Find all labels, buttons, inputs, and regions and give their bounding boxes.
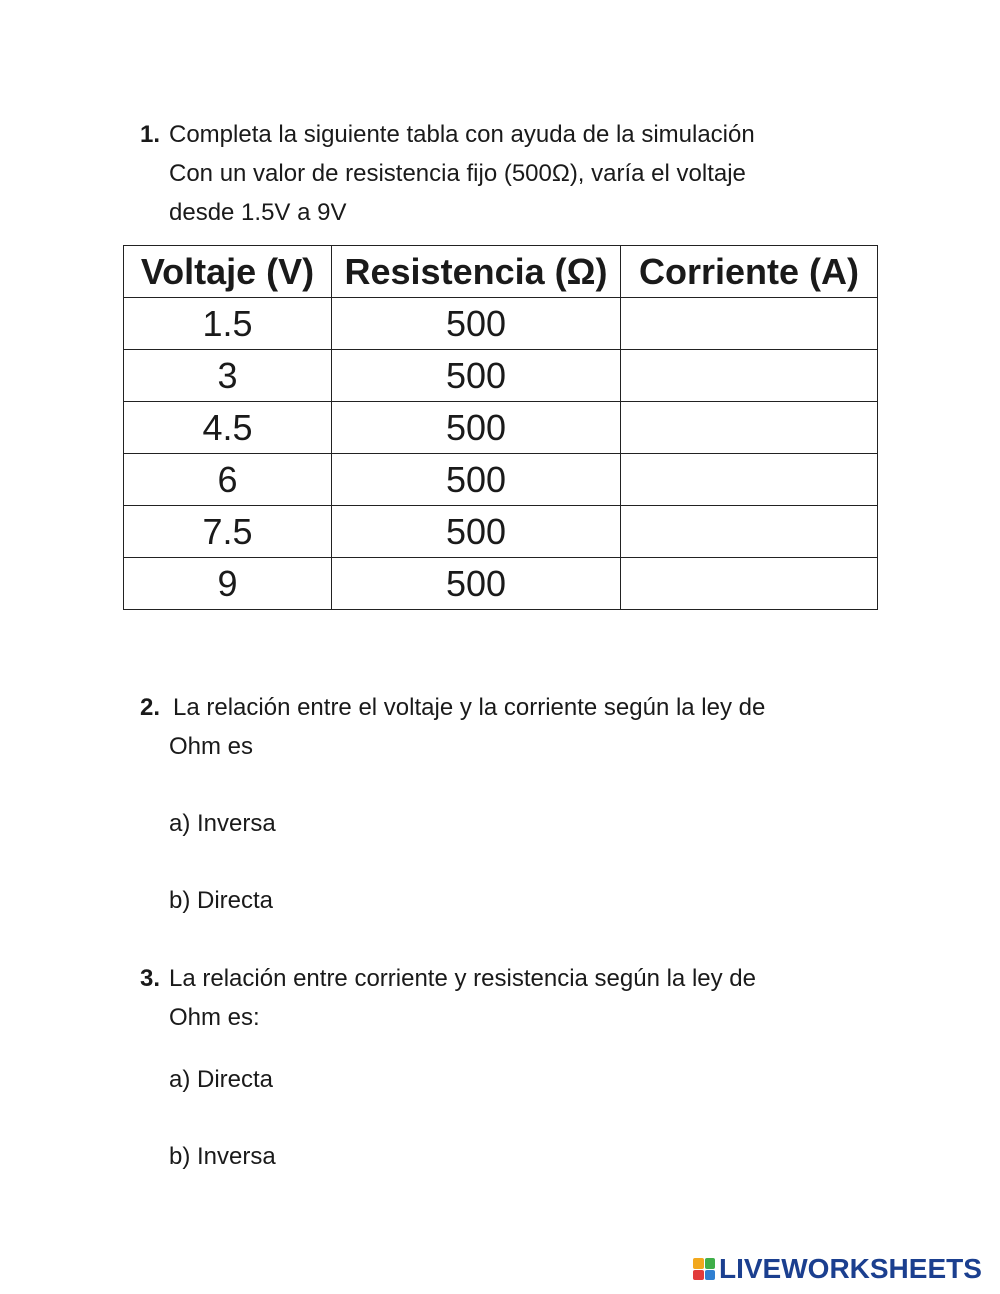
table-header-row xyxy=(124,246,878,298)
question-2-text-2: Ohm es xyxy=(169,733,254,760)
question-2-number: 2. xyxy=(140,694,161,721)
voltage-cell: 9 xyxy=(124,558,332,610)
header-voltage: Voltaje (V) xyxy=(124,246,332,298)
question-1-line-1 xyxy=(140,115,860,154)
question-2-option-a[interactable]: a) Inversa xyxy=(169,810,276,837)
question-3-text-1: La relación entre corriente y resistencia según la ley de xyxy=(169,965,756,992)
table-row xyxy=(124,558,878,610)
resistance-cell: 500 xyxy=(332,402,621,454)
table-row xyxy=(124,402,878,454)
voltage-cell: 7.5 xyxy=(124,506,332,558)
question-3-option-a[interactable]: a) Directa xyxy=(169,1066,274,1093)
current-answer-cell[interactable] xyxy=(621,558,878,610)
question-3-option-b[interactable]: b) Inversa xyxy=(169,1143,276,1170)
resistance-cell: 500 xyxy=(332,454,621,506)
resistance-cell: 500 xyxy=(332,350,621,402)
resistance-cell: 500 xyxy=(332,506,621,558)
voltage-cell: 3 xyxy=(124,350,332,402)
liveworksheets-logo xyxy=(693,1254,982,1284)
question-2-text-1: La relación entre el voltaje y la corriente según la ley de xyxy=(173,694,766,721)
current-answer-cell[interactable] xyxy=(621,506,878,558)
ohm-table xyxy=(123,245,878,610)
question-1-number: 1. xyxy=(140,121,161,148)
current-answer-cell[interactable] xyxy=(621,350,878,402)
question-1-text-1: Completa la siguiente tabla con ayuda de la simulación xyxy=(169,121,755,148)
question-1-text-3: desde 1.5V a 9V xyxy=(169,199,347,226)
resistance-cell: 500 xyxy=(332,298,621,350)
current-answer-cell[interactable] xyxy=(621,454,878,506)
current-answer-cell[interactable] xyxy=(621,402,878,454)
question-3-text-2: Ohm es: xyxy=(169,1004,260,1031)
question-1 xyxy=(140,115,860,232)
current-answer-cell[interactable] xyxy=(621,298,878,350)
resistance-cell: 500 xyxy=(332,558,621,610)
question-2-line-1 xyxy=(140,688,860,727)
table-row xyxy=(124,350,878,402)
question-3-number: 3. xyxy=(140,965,161,992)
question-3-line-1 xyxy=(140,959,860,998)
question-3 xyxy=(140,959,860,1037)
question-2-option-b[interactable]: b) Directa xyxy=(169,887,274,914)
voltage-cell: 4.5 xyxy=(124,402,332,454)
voltage-cell: 6 xyxy=(124,454,332,506)
question-2 xyxy=(140,688,860,766)
table-row xyxy=(124,454,878,506)
table-row xyxy=(124,506,878,558)
header-current: Corriente (A) xyxy=(621,246,878,298)
header-resistance: Resistencia (Ω) xyxy=(332,246,621,298)
logo-mark-icon xyxy=(693,1258,715,1280)
question-1-text-2: Con un valor de resistencia fijo (500Ω), varía el voltaje xyxy=(169,160,746,187)
table-row xyxy=(124,298,878,350)
voltage-cell: 1.5 xyxy=(124,298,332,350)
logo-text: LIVEWORKSHEETS xyxy=(719,1253,982,1284)
